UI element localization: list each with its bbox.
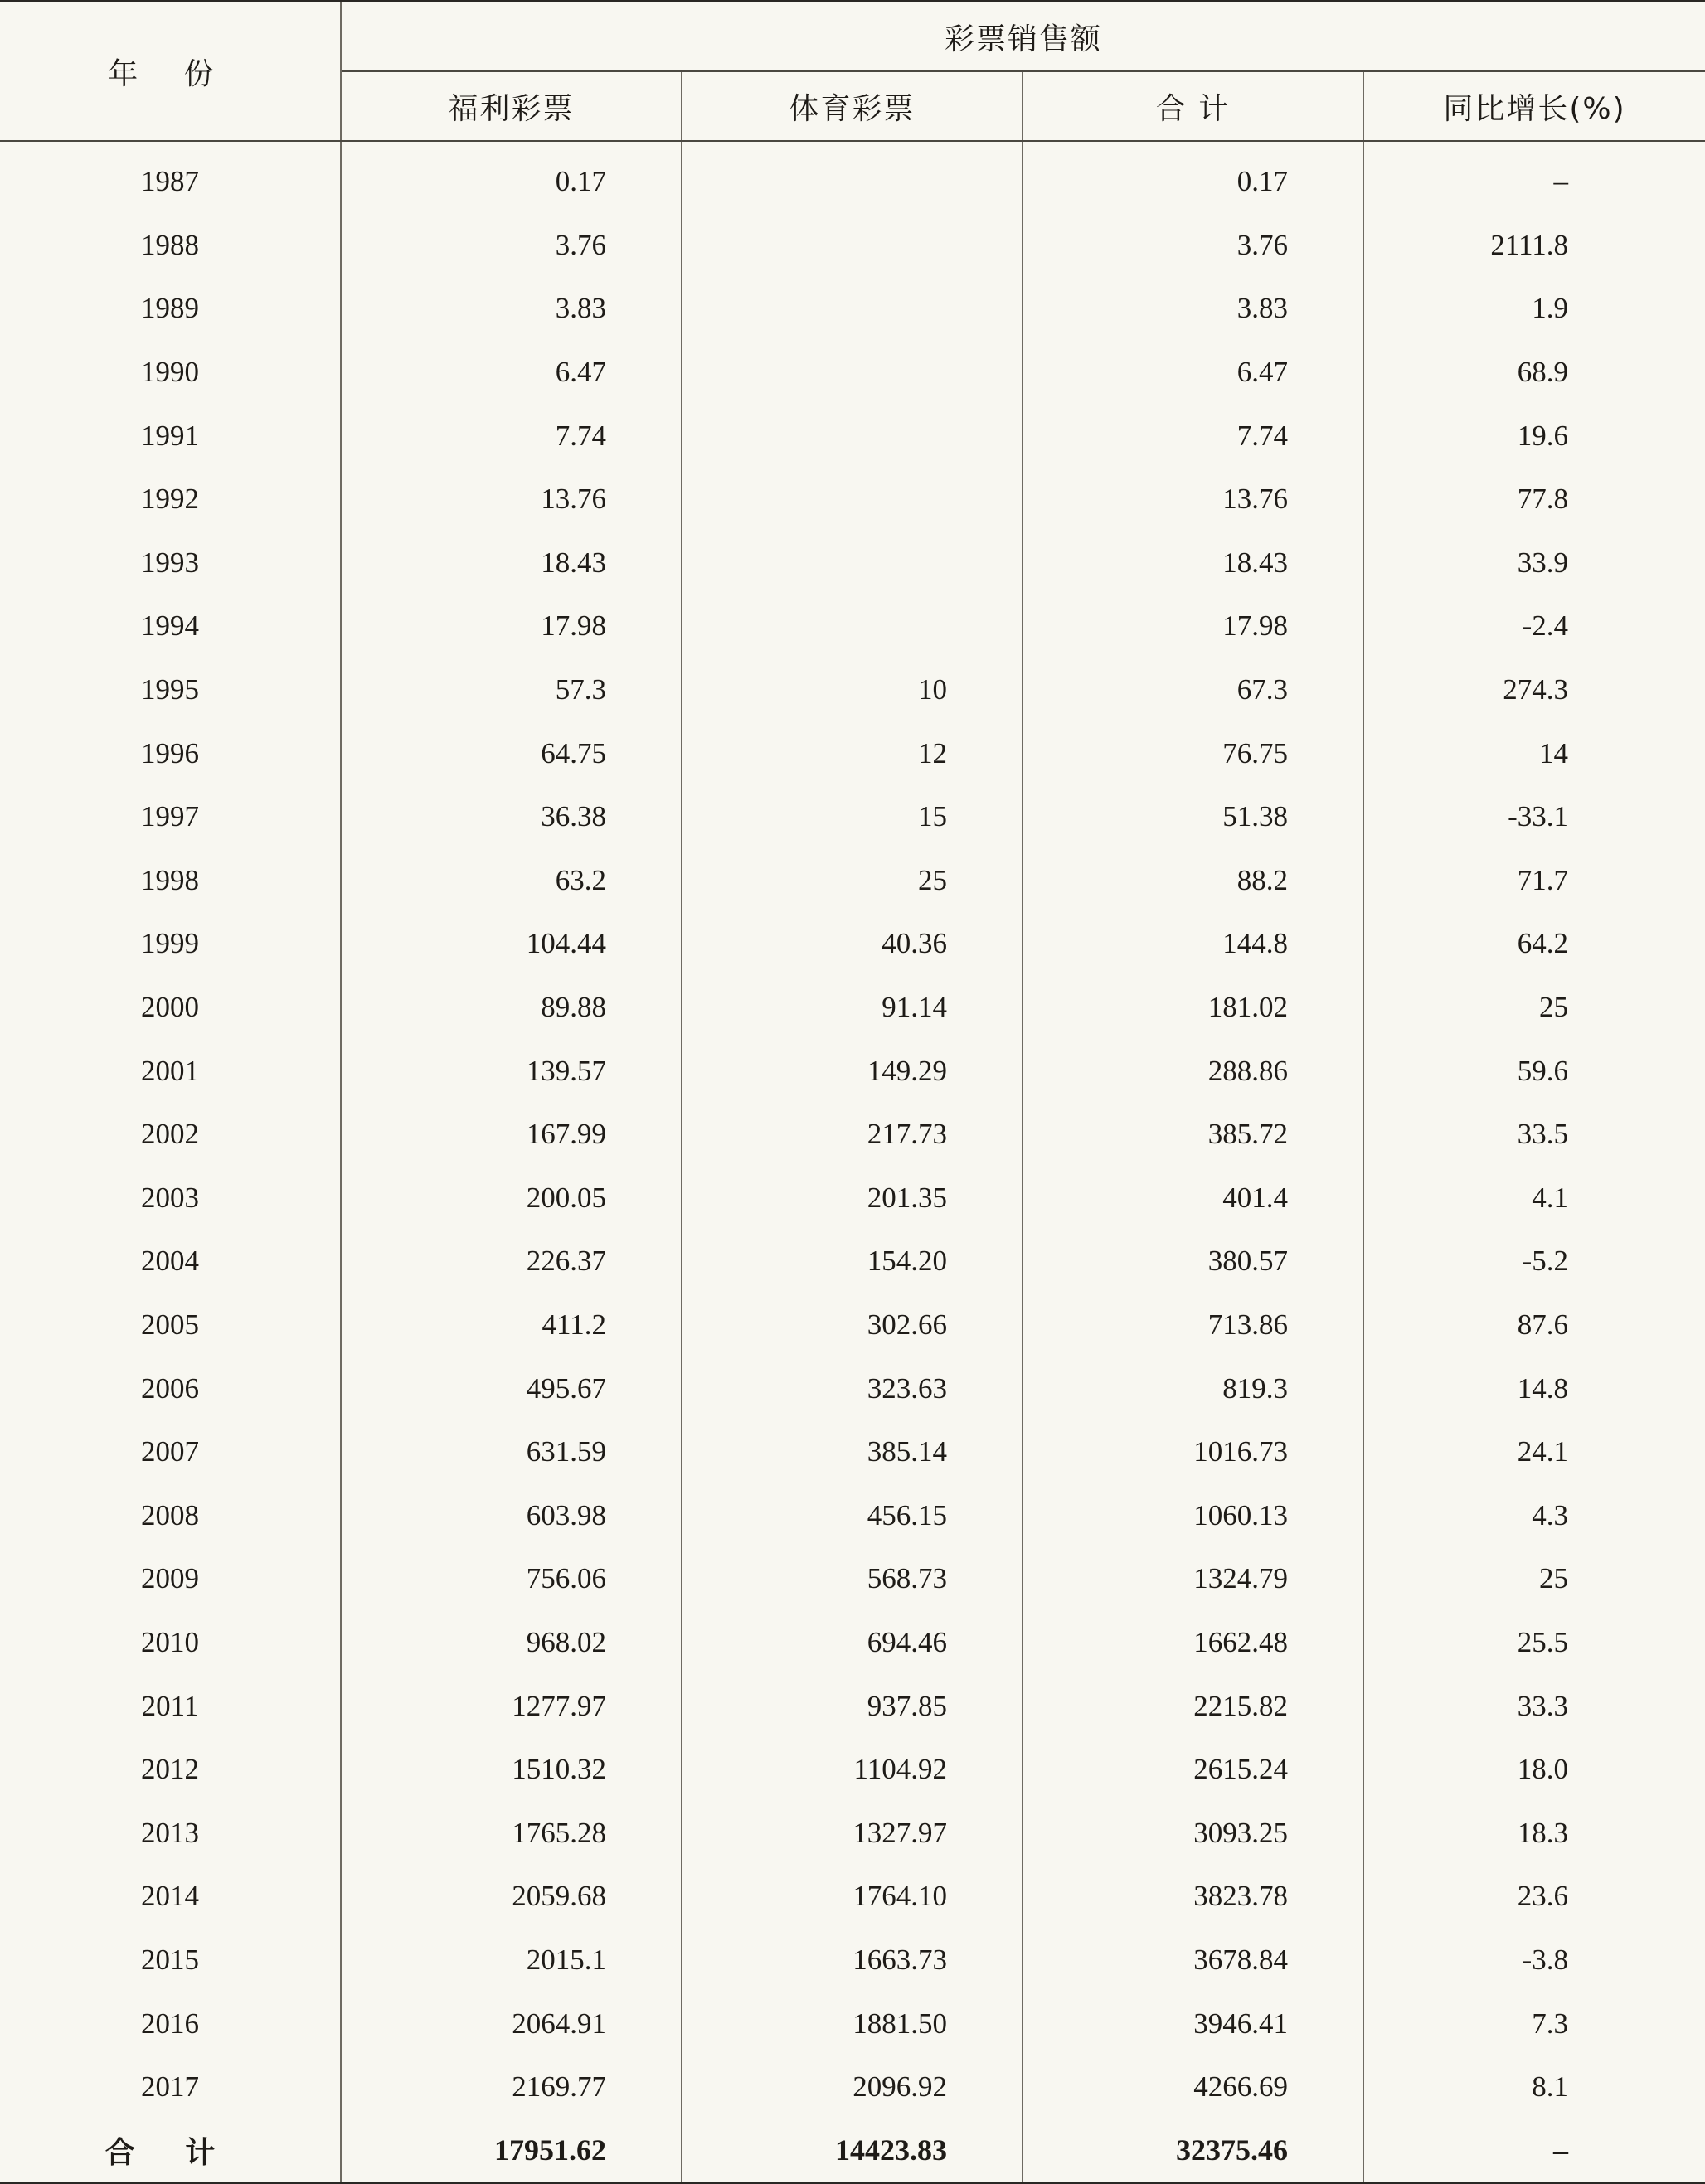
total-cell: 2615.24 (1023, 1738, 1363, 1802)
total-cell: 0.17 (1023, 141, 1363, 214)
table-row (0, 341, 1705, 405)
total-cell: 401.4 (1023, 1167, 1363, 1230)
sports-cell (682, 531, 1023, 595)
table-row (0, 1167, 1705, 1230)
total-cell: 819.3 (1023, 1357, 1363, 1420)
sports-cell: 15 (682, 785, 1023, 849)
table-row (0, 468, 1705, 531)
total-cell: 13.76 (1023, 468, 1363, 531)
sports-cell: 91.14 (682, 976, 1023, 1040)
sports-cell: 302.66 (682, 1293, 1023, 1357)
table-row (0, 1929, 1705, 1992)
welfare-cell: 1510.32 (341, 1738, 682, 1802)
welfare-cell: 3.83 (341, 277, 682, 341)
growth-cell: – (1553, 165, 1569, 198)
growth-cell: 64.2 (1517, 927, 1569, 960)
total-cell: 4266.69 (1023, 2055, 1363, 2119)
growth-cell: 23.6 (1517, 1880, 1569, 1913)
year-cell: 1989 (0, 277, 341, 341)
table-row (0, 1420, 1705, 1484)
growth-cell: 7.3 (1532, 2007, 1569, 2040)
sports-cell: 568.73 (682, 1547, 1023, 1611)
total-cell: 713.86 (1023, 1293, 1363, 1357)
sports-cell (682, 277, 1023, 341)
welfare-cell: 0.17 (341, 141, 682, 214)
table-row (0, 141, 1705, 214)
year-cell: 2001 (0, 1039, 341, 1103)
table-row (0, 404, 1705, 468)
table-row (0, 976, 1705, 1040)
welfare-cell: 17.98 (341, 595, 682, 658)
sports-cell: 149.29 (682, 1039, 1023, 1103)
table-row (0, 1357, 1705, 1420)
year-cell: 1991 (0, 404, 341, 468)
sports-cell: 2096.92 (682, 2055, 1023, 2119)
total-row (0, 2118, 1705, 2183)
table-row (0, 1483, 1705, 1547)
table-row (0, 2055, 1705, 2119)
year-cell: 1994 (0, 595, 341, 658)
welfare-cell: 64.75 (341, 721, 682, 785)
total-cell: 1016.73 (1023, 1420, 1363, 1484)
growth-cell: 8.1 (1532, 2070, 1569, 2104)
year-cell: 2009 (0, 1547, 341, 1611)
growth-cell: 33.5 (1517, 1118, 1569, 1151)
sports-cell: 40.36 (682, 912, 1023, 976)
sales-group-header: 彩票销售额 (341, 2, 1705, 72)
welfare-cell: 2015.1 (341, 1929, 682, 1992)
total-cell: 3946.41 (1023, 1992, 1363, 2055)
growth-cell: 14.8 (1517, 1371, 1569, 1405)
total-cell: 88.2 (1023, 849, 1363, 913)
year-cell: 1992 (0, 468, 341, 531)
growth-cell: 59.6 (1517, 1054, 1569, 1087)
year-cell: 1998 (0, 849, 341, 913)
table-row (0, 849, 1705, 913)
table-row (0, 531, 1705, 595)
sports-cell: 14423.83 (682, 2118, 1023, 2183)
sports-cell: 456.15 (682, 1483, 1023, 1547)
growth-cell: 18.3 (1517, 1816, 1569, 1849)
welfare-cell: 63.2 (341, 849, 682, 913)
table-body (0, 141, 1705, 2183)
table-row (0, 912, 1705, 976)
sports-cell: 10 (682, 658, 1023, 722)
sports-cell: 217.73 (682, 1103, 1023, 1167)
year-cell: 2003 (0, 1167, 341, 1230)
sports-cell: 694.46 (682, 1611, 1023, 1675)
growth-cell: -5.2 (1522, 1245, 1569, 1278)
table-row (0, 721, 1705, 785)
total-column-header: 合 计 (1023, 71, 1363, 141)
total-cell: 3678.84 (1023, 1929, 1363, 1992)
table-row (0, 1039, 1705, 1103)
year-cell: 2017 (0, 2055, 341, 2119)
year-cell: 2014 (0, 1865, 341, 1929)
growth-cell: 4.1 (1532, 1181, 1569, 1214)
welfare-cell: 139.57 (341, 1039, 682, 1103)
table-row (0, 1103, 1705, 1167)
growth-cell: 24.1 (1517, 1435, 1569, 1468)
growth-cell: -3.8 (1522, 1943, 1569, 1976)
year-cell: 1987 (0, 141, 341, 214)
total-cell: 18.43 (1023, 531, 1363, 595)
year-cell: 2015 (0, 1929, 341, 1992)
year-cell: 1997 (0, 785, 341, 849)
total-cell: 6.47 (1023, 341, 1363, 405)
total-cell: 3.76 (1023, 214, 1363, 278)
year-cell: 2004 (0, 1230, 341, 1293)
growth-cell: 33.9 (1517, 546, 1569, 579)
welfare-cell: 6.47 (341, 341, 682, 405)
year-cell: 1990 (0, 341, 341, 405)
table-row (0, 214, 1705, 278)
growth-cell: 19.6 (1517, 419, 1569, 452)
growth-cell: 33.3 (1517, 1689, 1569, 1722)
year-cell: 2000 (0, 976, 341, 1040)
sports-cell (682, 404, 1023, 468)
sports-cell: 25 (682, 849, 1023, 913)
growth-cell: 71.7 (1517, 863, 1569, 896)
growth-cell: 25.5 (1517, 1625, 1569, 1658)
total-cell: 181.02 (1023, 976, 1363, 1040)
table-row (0, 1801, 1705, 1865)
welfare-cell: 226.37 (341, 1230, 682, 1293)
year-cell: 1993 (0, 531, 341, 595)
welfare-cell: 17951.62 (341, 2118, 682, 2183)
welfare-cell: 7.74 (341, 404, 682, 468)
sports-cell: 154.20 (682, 1230, 1023, 1293)
sports-cell (682, 595, 1023, 658)
table-row (0, 595, 1705, 658)
welfare-cell: 3.76 (341, 214, 682, 278)
welfare-cell: 2059.68 (341, 1865, 682, 1929)
table-row (0, 277, 1705, 341)
year-cell: 2012 (0, 1738, 341, 1802)
welfare-cell: 18.43 (341, 531, 682, 595)
welfare-cell: 495.67 (341, 1357, 682, 1420)
total-cell: 17.98 (1023, 595, 1363, 658)
year-cell: 2005 (0, 1293, 341, 1357)
year-cell: 1995 (0, 658, 341, 722)
year-column-header: 年 份 (0, 2, 341, 142)
sports-cell: 1104.92 (682, 1738, 1023, 1802)
total-cell: 7.74 (1023, 404, 1363, 468)
total-cell: 385.72 (1023, 1103, 1363, 1167)
welfare-cell: 104.44 (341, 912, 682, 976)
sports-cell: 201.35 (682, 1167, 1023, 1230)
total-cell: 3823.78 (1023, 1865, 1363, 1929)
table-row (0, 1865, 1705, 1929)
sports-cell: 1327.97 (682, 1801, 1023, 1865)
welfare-cell: 89.88 (341, 976, 682, 1040)
growth-cell: 68.9 (1517, 356, 1569, 389)
growth-cell: 1.9 (1532, 292, 1569, 325)
table-row (0, 1547, 1705, 1611)
total-cell: 1060.13 (1023, 1483, 1363, 1547)
growth-cell: 2111.8 (1490, 228, 1569, 261)
sports-cell: 385.14 (682, 1420, 1023, 1484)
sports-cell: 1663.73 (682, 1929, 1023, 1992)
table-row (0, 1738, 1705, 1802)
year-cell: 1999 (0, 912, 341, 976)
year-cell: 2011 (0, 1674, 341, 1738)
table-row (0, 1992, 1705, 2055)
welfare-cell: 756.06 (341, 1547, 682, 1611)
table-row (0, 1611, 1705, 1675)
growth-cell: – (1553, 2133, 1569, 2167)
growth-cell: 274.3 (1503, 673, 1569, 706)
welfare-cell: 57.3 (341, 658, 682, 722)
total-cell: 76.75 (1023, 721, 1363, 785)
growth-cell: -33.1 (1508, 800, 1569, 833)
total-cell: 3.83 (1023, 277, 1363, 341)
year-cell: 2006 (0, 1357, 341, 1420)
sports-cell: 1764.10 (682, 1865, 1023, 1929)
welfare-cell: 200.05 (341, 1167, 682, 1230)
welfare-cell: 13.76 (341, 468, 682, 531)
welfare-cell: 631.59 (341, 1420, 682, 1484)
welfare-cell: 1277.97 (341, 1674, 682, 1738)
table-row (0, 1293, 1705, 1357)
welfare-cell: 167.99 (341, 1103, 682, 1167)
welfare-cell: 36.38 (341, 785, 682, 849)
sports-lottery-column-header: 体育彩票 (682, 71, 1023, 141)
year-cell: 2013 (0, 1801, 341, 1865)
total-label-cell: 合 计 (0, 2118, 341, 2183)
year-cell: 1988 (0, 214, 341, 278)
total-cell: 1324.79 (1023, 1547, 1363, 1611)
total-cell: 2215.82 (1023, 1674, 1363, 1738)
welfare-cell: 603.98 (341, 1483, 682, 1547)
year-cell: 2010 (0, 1611, 341, 1675)
growth-cell: 14 (1539, 736, 1569, 769)
sports-cell: 12 (682, 721, 1023, 785)
growth-cell: 25 (1539, 991, 1569, 1024)
welfare-cell: 411.2 (341, 1293, 682, 1357)
table-row (0, 1230, 1705, 1293)
total-cell: 288.86 (1023, 1039, 1363, 1103)
header-row-top (0, 2, 1705, 72)
sports-cell: 1881.50 (682, 1992, 1023, 2055)
sports-cell (682, 141, 1023, 214)
total-cell: 51.38 (1023, 785, 1363, 849)
total-cell: 144.8 (1023, 912, 1363, 976)
growth-cell: 18.0 (1517, 1753, 1569, 1786)
total-cell: 67.3 (1023, 658, 1363, 722)
table-header (0, 2, 1705, 142)
welfare-lottery-column-header: 福利彩票 (341, 71, 682, 141)
welfare-cell: 2064.91 (341, 1992, 682, 2055)
growth-column-header: 同比增长(%) (1363, 71, 1705, 141)
year-cell: 1996 (0, 721, 341, 785)
sports-cell (682, 214, 1023, 278)
total-cell: 3093.25 (1023, 1801, 1363, 1865)
growth-cell: 25 (1539, 1562, 1569, 1595)
growth-cell: 77.8 (1517, 483, 1569, 516)
year-cell: 2008 (0, 1483, 341, 1547)
welfare-cell: 968.02 (341, 1611, 682, 1675)
year-cell: 2002 (0, 1103, 341, 1167)
sports-cell (682, 468, 1023, 531)
year-cell: 2007 (0, 1420, 341, 1484)
total-cell: 1662.48 (1023, 1611, 1363, 1675)
growth-cell: 87.6 (1517, 1308, 1569, 1341)
table-row (0, 658, 1705, 722)
table-row (0, 1674, 1705, 1738)
sports-cell: 937.85 (682, 1674, 1023, 1738)
welfare-cell: 1765.28 (341, 1801, 682, 1865)
growth-cell: -2.4 (1522, 609, 1569, 643)
year-cell: 2016 (0, 1992, 341, 2055)
table-row (0, 785, 1705, 849)
growth-cell: 4.3 (1532, 1498, 1569, 1531)
welfare-cell: 2169.77 (341, 2055, 682, 2119)
total-cell: 380.57 (1023, 1230, 1363, 1293)
total-cell: 32375.46 (1023, 2118, 1363, 2183)
sports-cell: 323.63 (682, 1357, 1023, 1420)
sports-cell (682, 341, 1023, 405)
